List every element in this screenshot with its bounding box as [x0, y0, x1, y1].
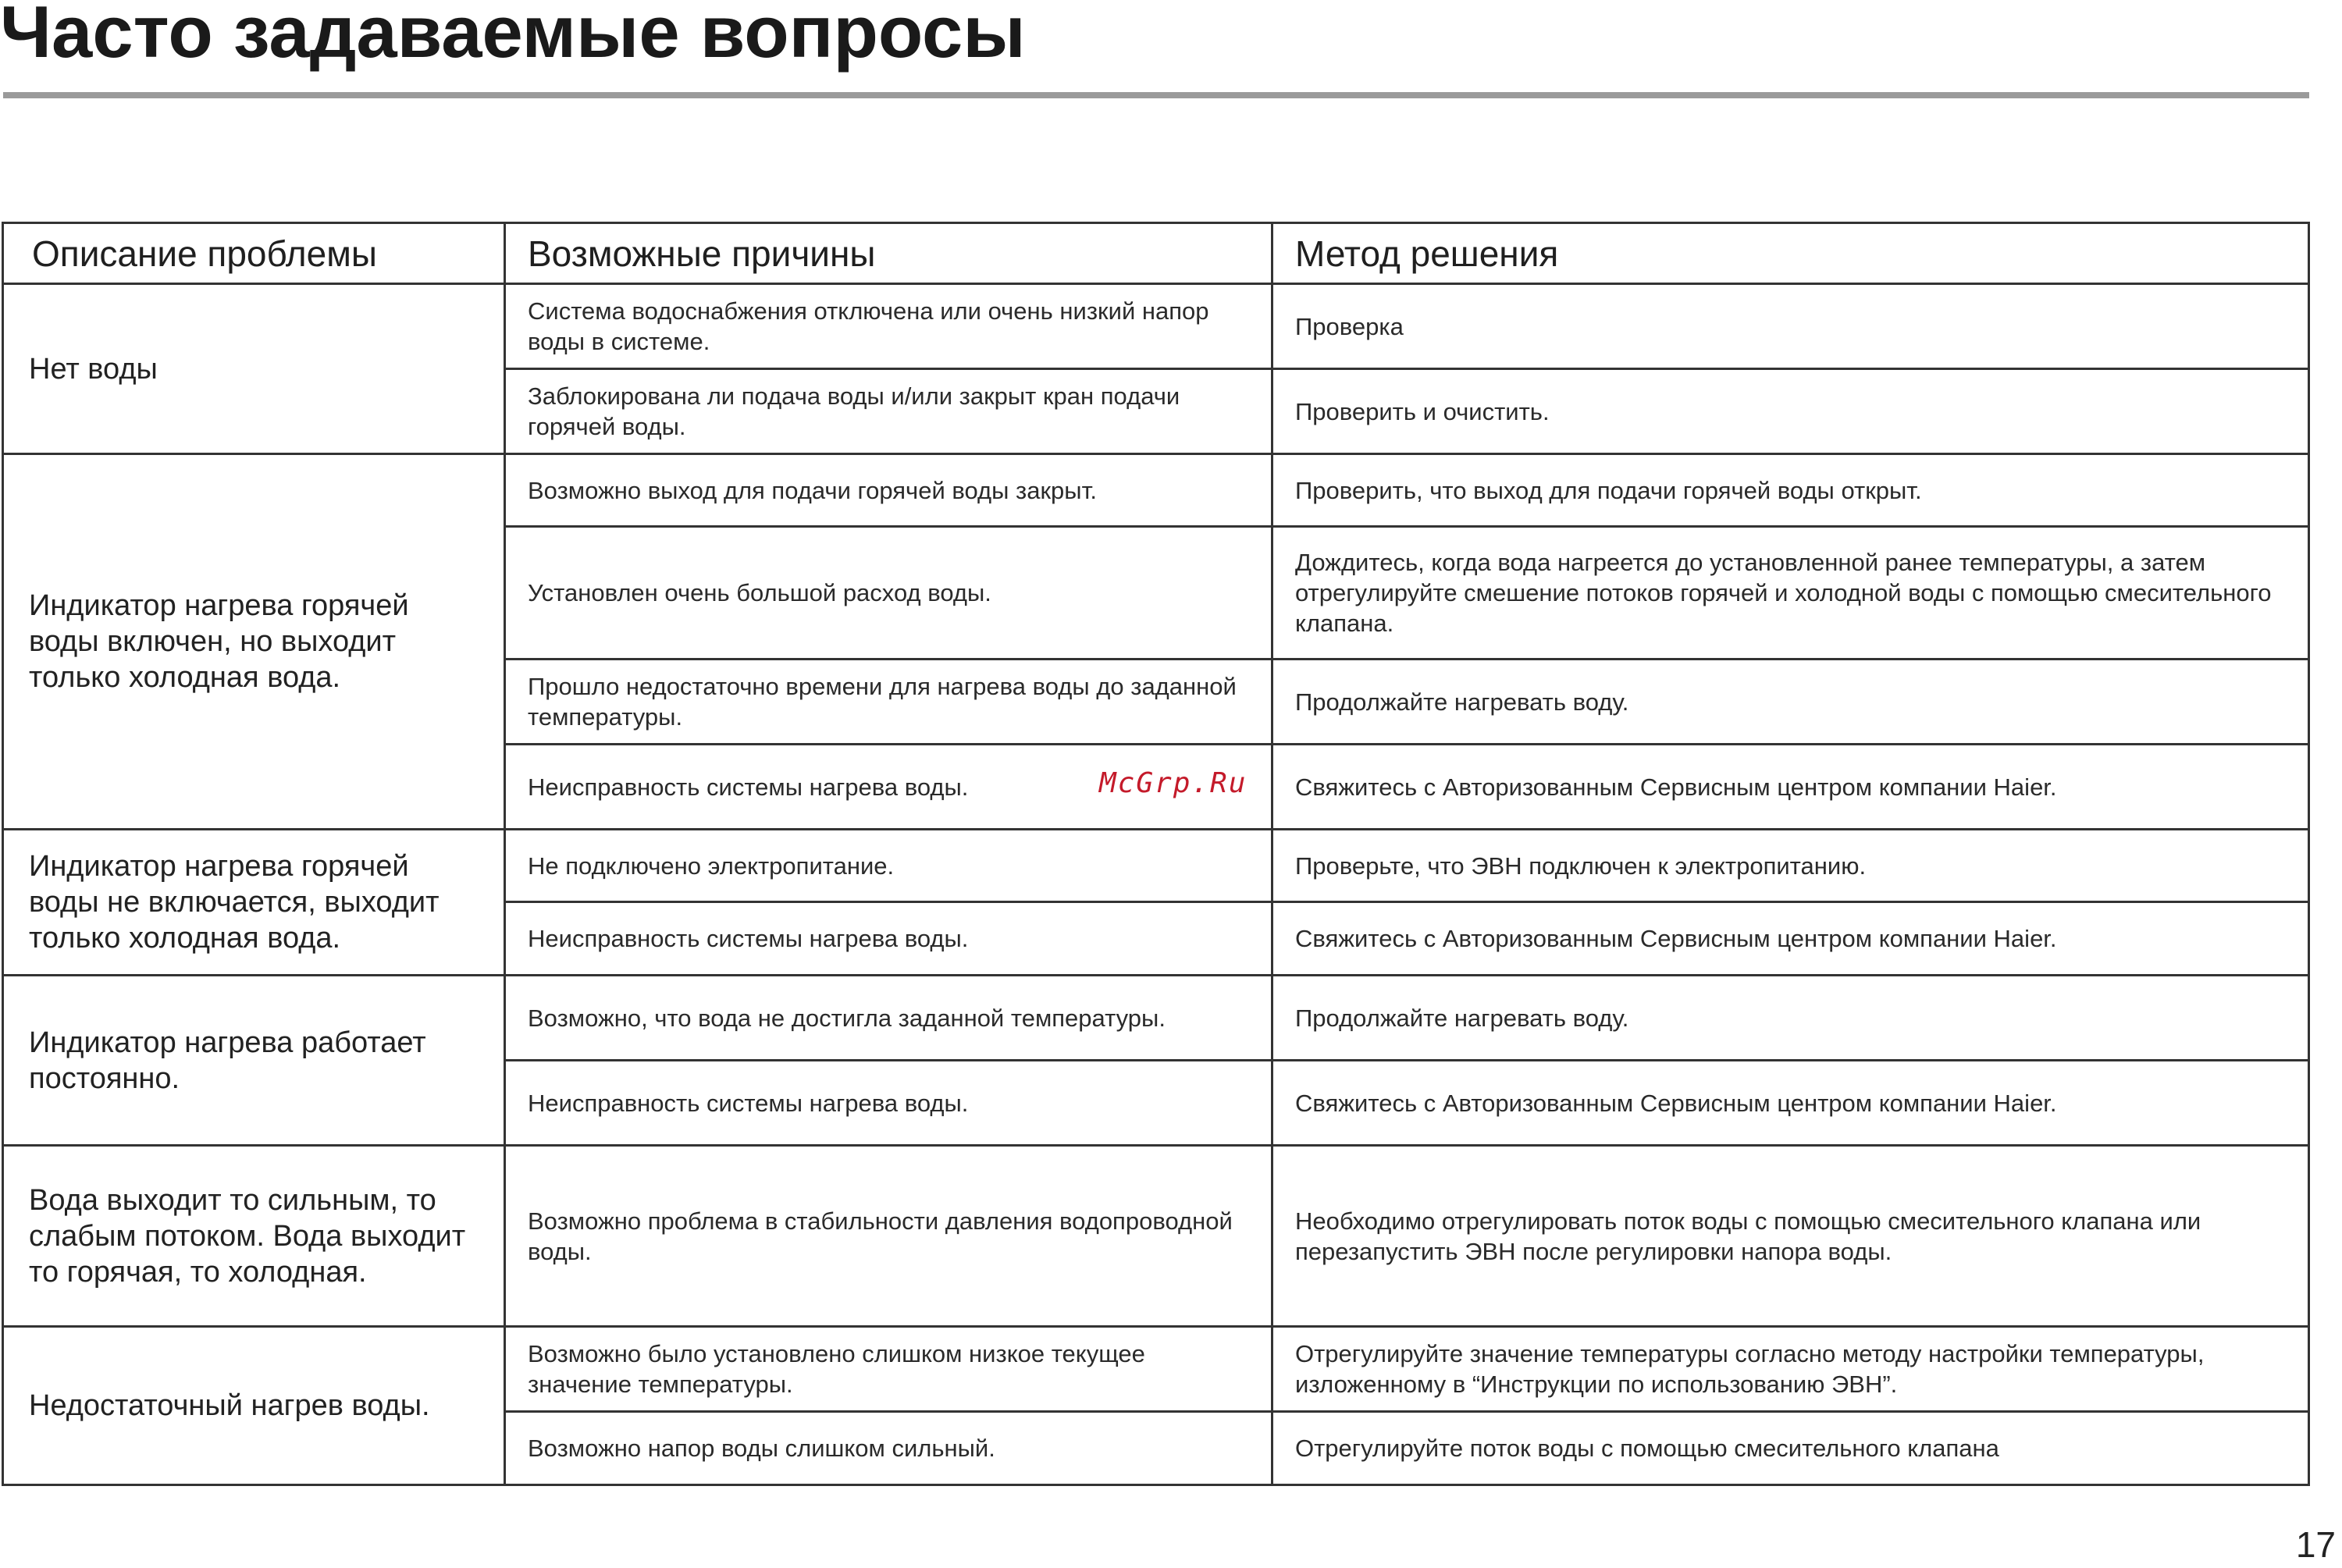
cause-cell: Установлен очень большой расход воды. [505, 527, 1272, 660]
solution-cell: Проверка [1272, 284, 2309, 369]
cause-cell: Система водоснабжения отключена или очень низкий напор воды в системе. [505, 284, 1272, 369]
solution-cell: Свяжитесь с Авторизованным Сервисным центром компании Haier. [1272, 745, 2309, 830]
header-solution: Метод решения [1272, 223, 2309, 284]
page-title: Часто задаваемые вопросы [0, 0, 1026, 73]
cause-cell: Прошло недостаточно времени для нагрева воды до заданной температуры. [505, 660, 1272, 745]
table-row [3, 976, 2309, 1061]
problem-cell: Нет воды [3, 284, 505, 454]
solution-cell: Отрегулируйте значение температуры согласно методу настройки температуры, изложенному в “Инструкции по использованию ЭВН”. [1272, 1327, 2309, 1412]
solution-cell: Продолжайте нагревать воду. [1272, 660, 2309, 745]
problem-cell: Недостаточный нагрев воды. [3, 1327, 505, 1485]
solution-cell: Отрегулируйте поток воды с помощью смесительного клапана [1272, 1412, 2309, 1485]
cause-cell: Неисправность системы нагрева воды. [505, 902, 1272, 976]
solution-cell: Свяжитесь с Авторизованным Сервисным центром компании Haier. [1272, 902, 2309, 976]
page-number: 17 [2295, 1524, 2336, 1565]
problem-cell: Индикатор нагрева горячей воды включен, но выходит только холодная вода. [3, 454, 505, 830]
solution-cell: Проверить и очистить. [1272, 369, 2309, 454]
table-row [3, 1327, 2309, 1412]
problem-cell: Индикатор нагрева горячей воды не включается, выходит только холодная вода. [3, 830, 505, 976]
table-row [3, 1146, 2309, 1327]
solution-cell: Продолжайте нагревать воду. [1272, 976, 2309, 1061]
solution-cell: Проверить, что выход для подачи горячей воды открыт. [1272, 454, 2309, 527]
cause-cell: Возможно напор воды слишком сильный. [505, 1412, 1272, 1485]
solution-cell: Дождитесь, когда вода нагреется до установленной ранее температуры, а затем отрегулируйте смешение потоков горячей и холодной воды с помощью смесительного клапана. [1272, 527, 2309, 660]
cause-cell: Неисправность системы нагрева воды. [505, 1061, 1272, 1146]
cause-cell: Возможно, что вода не достигла заданной температуры. [505, 976, 1272, 1061]
cause-cell: Не подключено электропитание. [505, 830, 1272, 902]
table-row [3, 454, 2309, 527]
problem-cell: Вода выходит то сильным, то слабым потоком. Вода выходит то горячая, то холодная. [3, 1146, 505, 1327]
cause-cell: Возможно проблема в стабильности давления водопроводной воды. [505, 1146, 1272, 1327]
cause-cell: Возможно было установлено слишком низкое текущее значение температуры. [505, 1327, 1272, 1412]
table-row [3, 284, 2309, 369]
watermark-text: McGrp.Ru [1099, 767, 1248, 799]
table-header-row [3, 223, 2309, 284]
header-cause: Возможные причины [505, 223, 1272, 284]
cause-cell: Возможно выход для подачи горячей воды закрыт. [505, 454, 1272, 527]
solution-cell: Свяжитесь с Авторизованным Сервисным центром компании Haier. [1272, 1061, 2309, 1146]
title-divider [3, 92, 2309, 98]
solution-cell: Необходимо отрегулировать поток воды с помощью смесительного клапана или перезапустить ЭВН после регулировки напора воды. [1272, 1146, 2309, 1327]
cause-cell: Заблокирована ли подача воды и/или закрыт кран подачи горячей воды. [505, 369, 1272, 454]
cause-cell: Неисправность системы нагрева воды. [505, 745, 1272, 830]
solution-cell: Проверьте, что ЭВН подключен к электропитанию. [1272, 830, 2309, 902]
header-problem: Описание проблемы [3, 223, 505, 284]
faq-table [2, 222, 2310, 1486]
table-row [3, 830, 2309, 902]
problem-cell: Индикатор нагрева работает постоянно. [3, 976, 505, 1146]
